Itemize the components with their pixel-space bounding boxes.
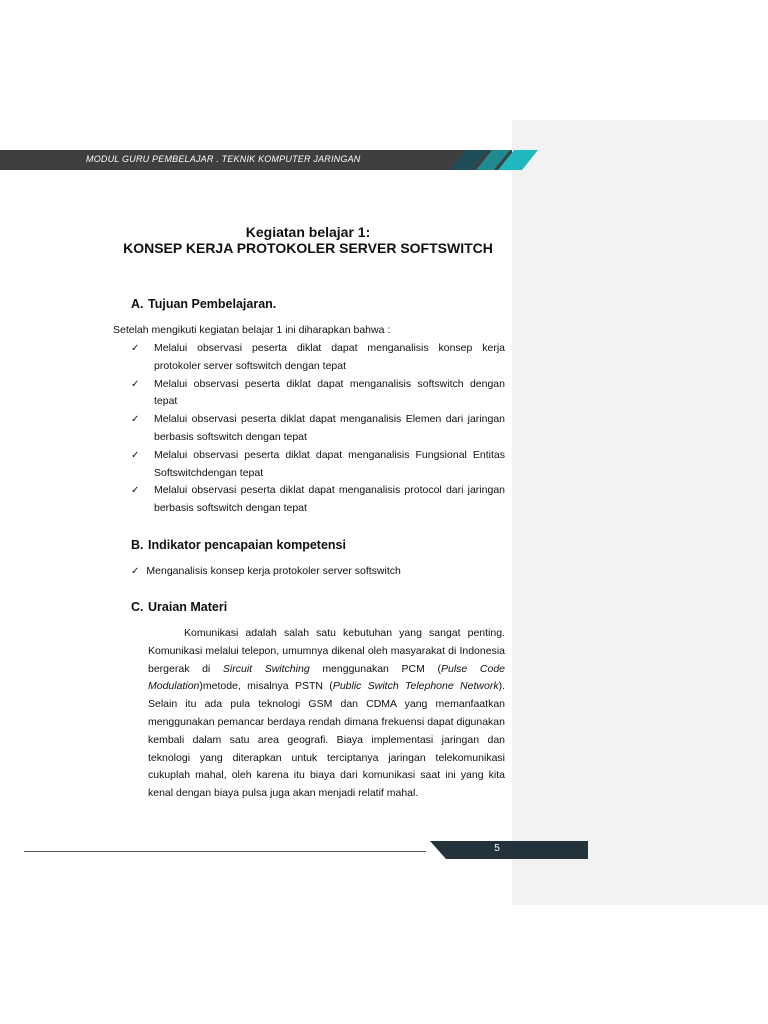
checkmark-icon: ✓ bbox=[131, 566, 140, 577]
footer-divider-line bbox=[24, 851, 426, 852]
section-a-title: Tujuan Pembelajaran. bbox=[148, 297, 277, 311]
list-item bbox=[131, 482, 505, 518]
section-b-heading bbox=[131, 538, 346, 552]
section-a-letter: A. bbox=[131, 297, 144, 311]
list-item-text: Melalui observasi peserta diklat dapat menganalisis konsep kerja protokoler server softswitch dengan tepat bbox=[154, 342, 505, 372]
page-number-box bbox=[430, 841, 588, 859]
competency-indicator-item bbox=[131, 565, 401, 577]
checkmark-icon: ✓ bbox=[131, 485, 140, 497]
body-paragraph bbox=[148, 625, 505, 803]
section-a-heading bbox=[131, 297, 276, 311]
lesson-title-line1 bbox=[0, 224, 616, 240]
paragraph-text-part: )metode, misalnya PSTN ( bbox=[199, 680, 333, 693]
lesson-title-line1-text: Kegiatan belajar 1: bbox=[245, 224, 371, 240]
objectives-list bbox=[131, 340, 505, 518]
checkmark-icon: ✓ bbox=[131, 378, 140, 390]
paragraph-text-part: menggunakan PCM ( bbox=[309, 662, 441, 675]
section-c-letter: C. bbox=[131, 600, 144, 614]
page-number-box-shape bbox=[430, 841, 588, 859]
list-item-text: Melalui observasi peserta diklat dapat menganalisis Fungsional Entitas Softswitchdengan tepat bbox=[154, 448, 505, 479]
section-c-title: Uraian Materi bbox=[148, 600, 228, 614]
page-number: 5 bbox=[494, 843, 500, 854]
competency-indicator-text: Menganalisis konsep kerja protokoler server softswitch bbox=[146, 565, 401, 577]
paragraph-text-part: ). Selain itu ada pula teknologi GSM dan CDMA yang memanfaatkan menggunakan pemancar berdaya rendah dimana frekuensi dapat digunakan kembali dalam satu area geografi. Biaya implementasi jaringan dan teknologi yang diterapkan untuk terciptanya jaringan telekomunikasi cukuplah mahal, oleh karena itu biaya dari komunikasi saat ini yang kita kenal dengan biaya pulsa juga akan menjadi relatif mahal. bbox=[148, 680, 505, 800]
list-item-text: Melalui observasi peserta diklat dapat menganalisis Elemen dari jaringan berbasis softswitch dengan tepat bbox=[154, 413, 505, 443]
paragraph-text-part: Komunikasi adalah salah satu kebutuhan yang sangat penting. Komunikasi melalui telepon, umumnya dikenal oleh masyarakat di Indonesia bergerak di bbox=[148, 627, 505, 675]
checkmark-icon: ✓ bbox=[131, 343, 140, 354]
paragraph-italic-term: Pulse Code Modulation bbox=[148, 662, 505, 693]
paragraph-italic-term: Sircuit Switching bbox=[222, 662, 310, 675]
section-b-letter: B. bbox=[131, 538, 144, 552]
section-b-title: Indikator pencapaian kompetensi bbox=[148, 538, 346, 552]
list-item-text: Melalui observasi peserta diklat dapat menganalisis softswitch dengan tepat bbox=[154, 377, 505, 408]
module-title: MODUL GURU PEMBELAJAR . TEKNIK KOMPUTER JARINGAN bbox=[86, 154, 361, 164]
section-c-heading bbox=[131, 600, 227, 614]
header-stripes-decoration bbox=[440, 150, 540, 170]
section-a-intro: Setelah mengikuti kegiatan belajar 1 ini diharapkan bahwa : bbox=[113, 324, 391, 336]
list-item bbox=[131, 340, 505, 376]
list-item-text: Melalui observasi peserta diklat dapat menganalisis protocol dari jaringan berbasis softswitch dengan tepat bbox=[154, 484, 505, 515]
list-item bbox=[131, 447, 505, 483]
checkmark-icon: ✓ bbox=[131, 414, 140, 426]
checkmark-icon: ✓ bbox=[131, 449, 140, 461]
lesson-title-line2: KONSEP KERJA PROTOKOLER SERVER SOFTSWITCH bbox=[123, 240, 493, 256]
list-item bbox=[131, 376, 505, 412]
list-item bbox=[131, 411, 505, 447]
paragraph-italic-term: Public Switch Telephone Network bbox=[332, 680, 499, 693]
